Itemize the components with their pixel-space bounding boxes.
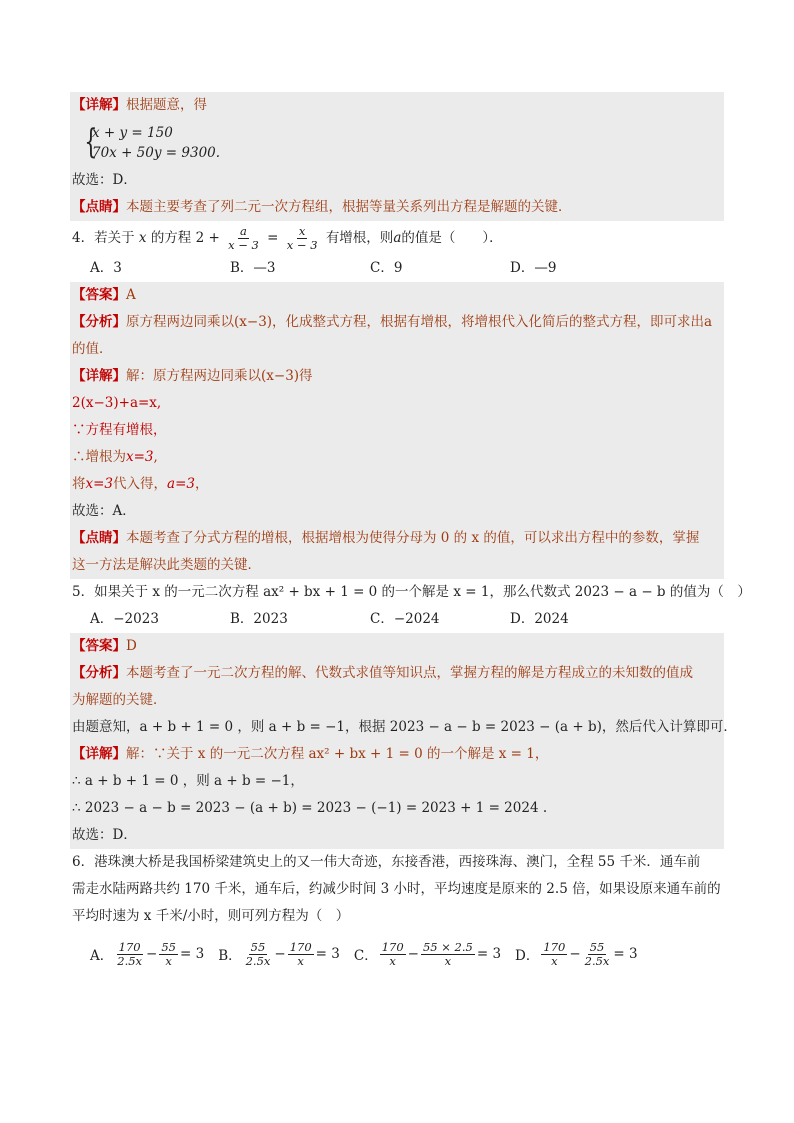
operator: − [407,946,419,962]
q4-option-b: B．—3 [230,260,276,276]
q4-step-4 [70,471,724,498]
q5-solution-block [70,633,737,849]
step-text: ， [194,476,209,492]
frac-num: 170 [381,939,404,954]
frac-num: 170 [543,939,566,954]
q4-option-c: C．9 [370,260,403,276]
frac-num: 55 [161,939,176,954]
frac-den: x [389,953,396,968]
frac [288,941,314,968]
q6-stem-line-3: 平均时速为 x 千米/小时，则可列方程为（ ） [72,908,350,924]
note-tag: 【点睛】 [72,530,126,546]
q5-step-1: ∴ a + b + 1 = 0 ，则 a + b = −1， [72,773,304,789]
q4-mid: 的方程 [150,230,192,246]
q4-stem [70,221,724,255]
frac [159,941,178,968]
frac-num: 55 [589,939,605,954]
q3-detail-line [70,92,724,119]
step-math: a=3 [167,476,195,492]
frac [583,941,612,968]
answer-value: D [126,638,137,654]
q4-a-var: a [393,230,402,246]
q5-option-d: D．2024 [510,611,569,627]
frac-den: 2.5x [584,953,610,968]
q3-solution-block [70,92,724,221]
option-label: C． [353,948,378,964]
operator: − [274,946,286,962]
q5-step-2: ∴ 2023 − a − b = 2023 − (a + b) = 2023 − (−1) = 2023 + 1 = 2024 . [72,800,548,816]
frac-num: 55 [250,939,266,954]
equation-2: 70x + 50y = 9300 [92,145,216,161]
q5-choice: 故选：D． [72,827,137,843]
rhs: = 3 [315,946,340,962]
analysis-tag: 【分析】 [72,665,126,681]
option-label: A． [90,948,114,964]
detail-tag: 【详解】 [72,368,126,384]
q4-analysis-line-2: 的值． [72,341,113,357]
q4-analysis-line-1 [70,309,724,336]
frac [244,941,273,968]
q4-detail-line [70,363,724,390]
q4-note-line-1 [70,525,724,552]
q6-stem-line-1: 6．港珠澳大桥是我国桥梁建筑史上的又一伟大奇迹，东接香港，西接珠海、澳门，全程 55 千米．通车前 [72,854,701,870]
q4-option-d: D．—9 [510,260,557,276]
frac-num: 55 × 2.5 [422,939,473,954]
q4-frac-1 [226,225,261,252]
equation-tail: . [215,145,221,161]
q4-step-2: ∵方程有增根， [72,422,167,438]
q5-analysis-line-3: 由题意知，a + b + 1 = 0 ，则 a + b = −1，根据 2023 − a − b = 2023 − (a + b)，然后代入计算即可． [72,719,737,735]
equation-system [70,119,724,167]
answer-value: A [126,287,136,303]
q6-option-b [218,941,340,968]
frac-den: x [551,953,558,968]
equation-1: { x + y = 150 [92,125,173,141]
q4-solution-block [70,282,724,579]
answer-tag: 【答案】 [72,638,126,654]
q6-option-c [354,941,501,968]
answer-tag: 【答案】 [72,287,126,303]
document-page [70,92,751,978]
note-text: 本题主要考查了列二元一次方程组，根据等量关系列出方程是解题的关键． [126,199,572,215]
frac-den: 2.5x [245,953,271,968]
q3-note-line [70,194,724,221]
q6-option-d [515,941,638,968]
q5-analysis-line-2: 为解题的关键． [72,692,167,708]
q4-option-a: A．3 [90,260,122,276]
step-math: x=3 [85,476,114,492]
frac-den: x [444,953,452,968]
q6-stem-line-2: 需走水陆两路共约 170 千米，通车后，约减少时间 3 小时，平均速度是原来的 2.5 倍，如果设原来通车前的 [72,881,721,897]
frac [541,941,567,968]
rhs: = 3 [613,946,638,962]
step-text: , [153,449,158,465]
q5-option-a: A．−2023 [90,611,159,627]
detail-tag: 【详解】 [72,97,126,113]
frac [421,941,475,968]
frac-num: 170 [118,939,141,954]
detail-lead: 根据题意，得 [126,97,207,113]
note-text: 本题考查了分式方程的增根，根据增根为使得分母为 0 的 x 的值，可以求出方程中的参数，掌握 [126,530,700,546]
q4-options [70,255,724,282]
q4-prefix: 4．若关于 [72,230,135,246]
analysis-tag: 【分析】 [72,314,126,330]
q3-choice: 故选：D． [72,172,137,188]
q4-frac-2 [285,225,320,252]
q5-answer-line [70,633,724,660]
frac-num: x [298,224,306,238]
q5-detail-line [70,741,724,768]
detail-tag: 【详解】 [72,746,126,762]
analysis-text: 原方程两边同乘以(x−3)，化成整式方程，根据有增根，将增根代入化简后的整式方程，即可求出a [126,314,713,330]
detail-lead: 解：∵关于 x 的一元二次方程 ax² + bx + 1 = 0 的一个解是 x = 1， [126,746,549,762]
q4-answer-line [70,282,724,309]
step-text: 将 [72,476,86,492]
frac-num: a [240,224,247,238]
q4-choice: 故选：A． [72,503,136,519]
q5-stem: 5．如果关于 x 的一元二次方程 ax² + bx + 1 = 0 的一个解是 x = 1，那么代数式 2023 − a − b 的值为（ ） [72,584,751,600]
q4-suffix-1: 有增根，则 [325,230,394,246]
q6-option-a [90,941,204,968]
note-tag: 【点睛】 [72,199,126,215]
q4-note-line-2: 这一方法是解决此类题的关键． [72,557,261,573]
option-label: B． [218,948,242,964]
q6-options [70,930,724,978]
q5-analysis-line-1 [70,660,724,687]
option-label: D． [515,948,540,964]
q4-step-1: 2(x−3)+a=x, [72,395,162,411]
rhs: = 3 [179,946,205,962]
step-text: 代入得， [113,476,168,492]
q4-eq-mid: = [267,230,279,246]
step-math: x=3 [126,449,154,465]
frac-den: x [165,953,172,968]
operator: − [146,946,158,962]
q4-suffix-2: 的值是（ ）． [401,230,503,246]
frac [380,941,406,968]
q5-options [70,606,724,633]
operator: − [569,946,581,962]
frac-den: x − 3 [286,238,318,252]
frac [115,941,144,968]
q4-eq-lead: 2 + [195,230,220,246]
detail-lead: 解：原方程两边同乘以(x−3)得 [126,368,313,384]
q4-step-3 [70,444,724,471]
q4-var: x [138,230,147,246]
equation-system-brace [82,123,220,163]
analysis-text: 本题考查了一元二次方程的解、代数式求值等知识点，掌握方程的解是方程成立的未知数的值成 [126,665,693,681]
q5-option-b: B．2023 [230,611,288,627]
rhs: = 3 [476,946,502,962]
step-text: ∴增根为 [72,449,126,465]
frac-den: 2.5x [117,953,143,968]
q5-option-c: C．−2024 [370,611,440,627]
frac-den: x [297,953,304,968]
frac-num: 170 [289,939,312,954]
frac-den: x − 3 [228,238,259,252]
